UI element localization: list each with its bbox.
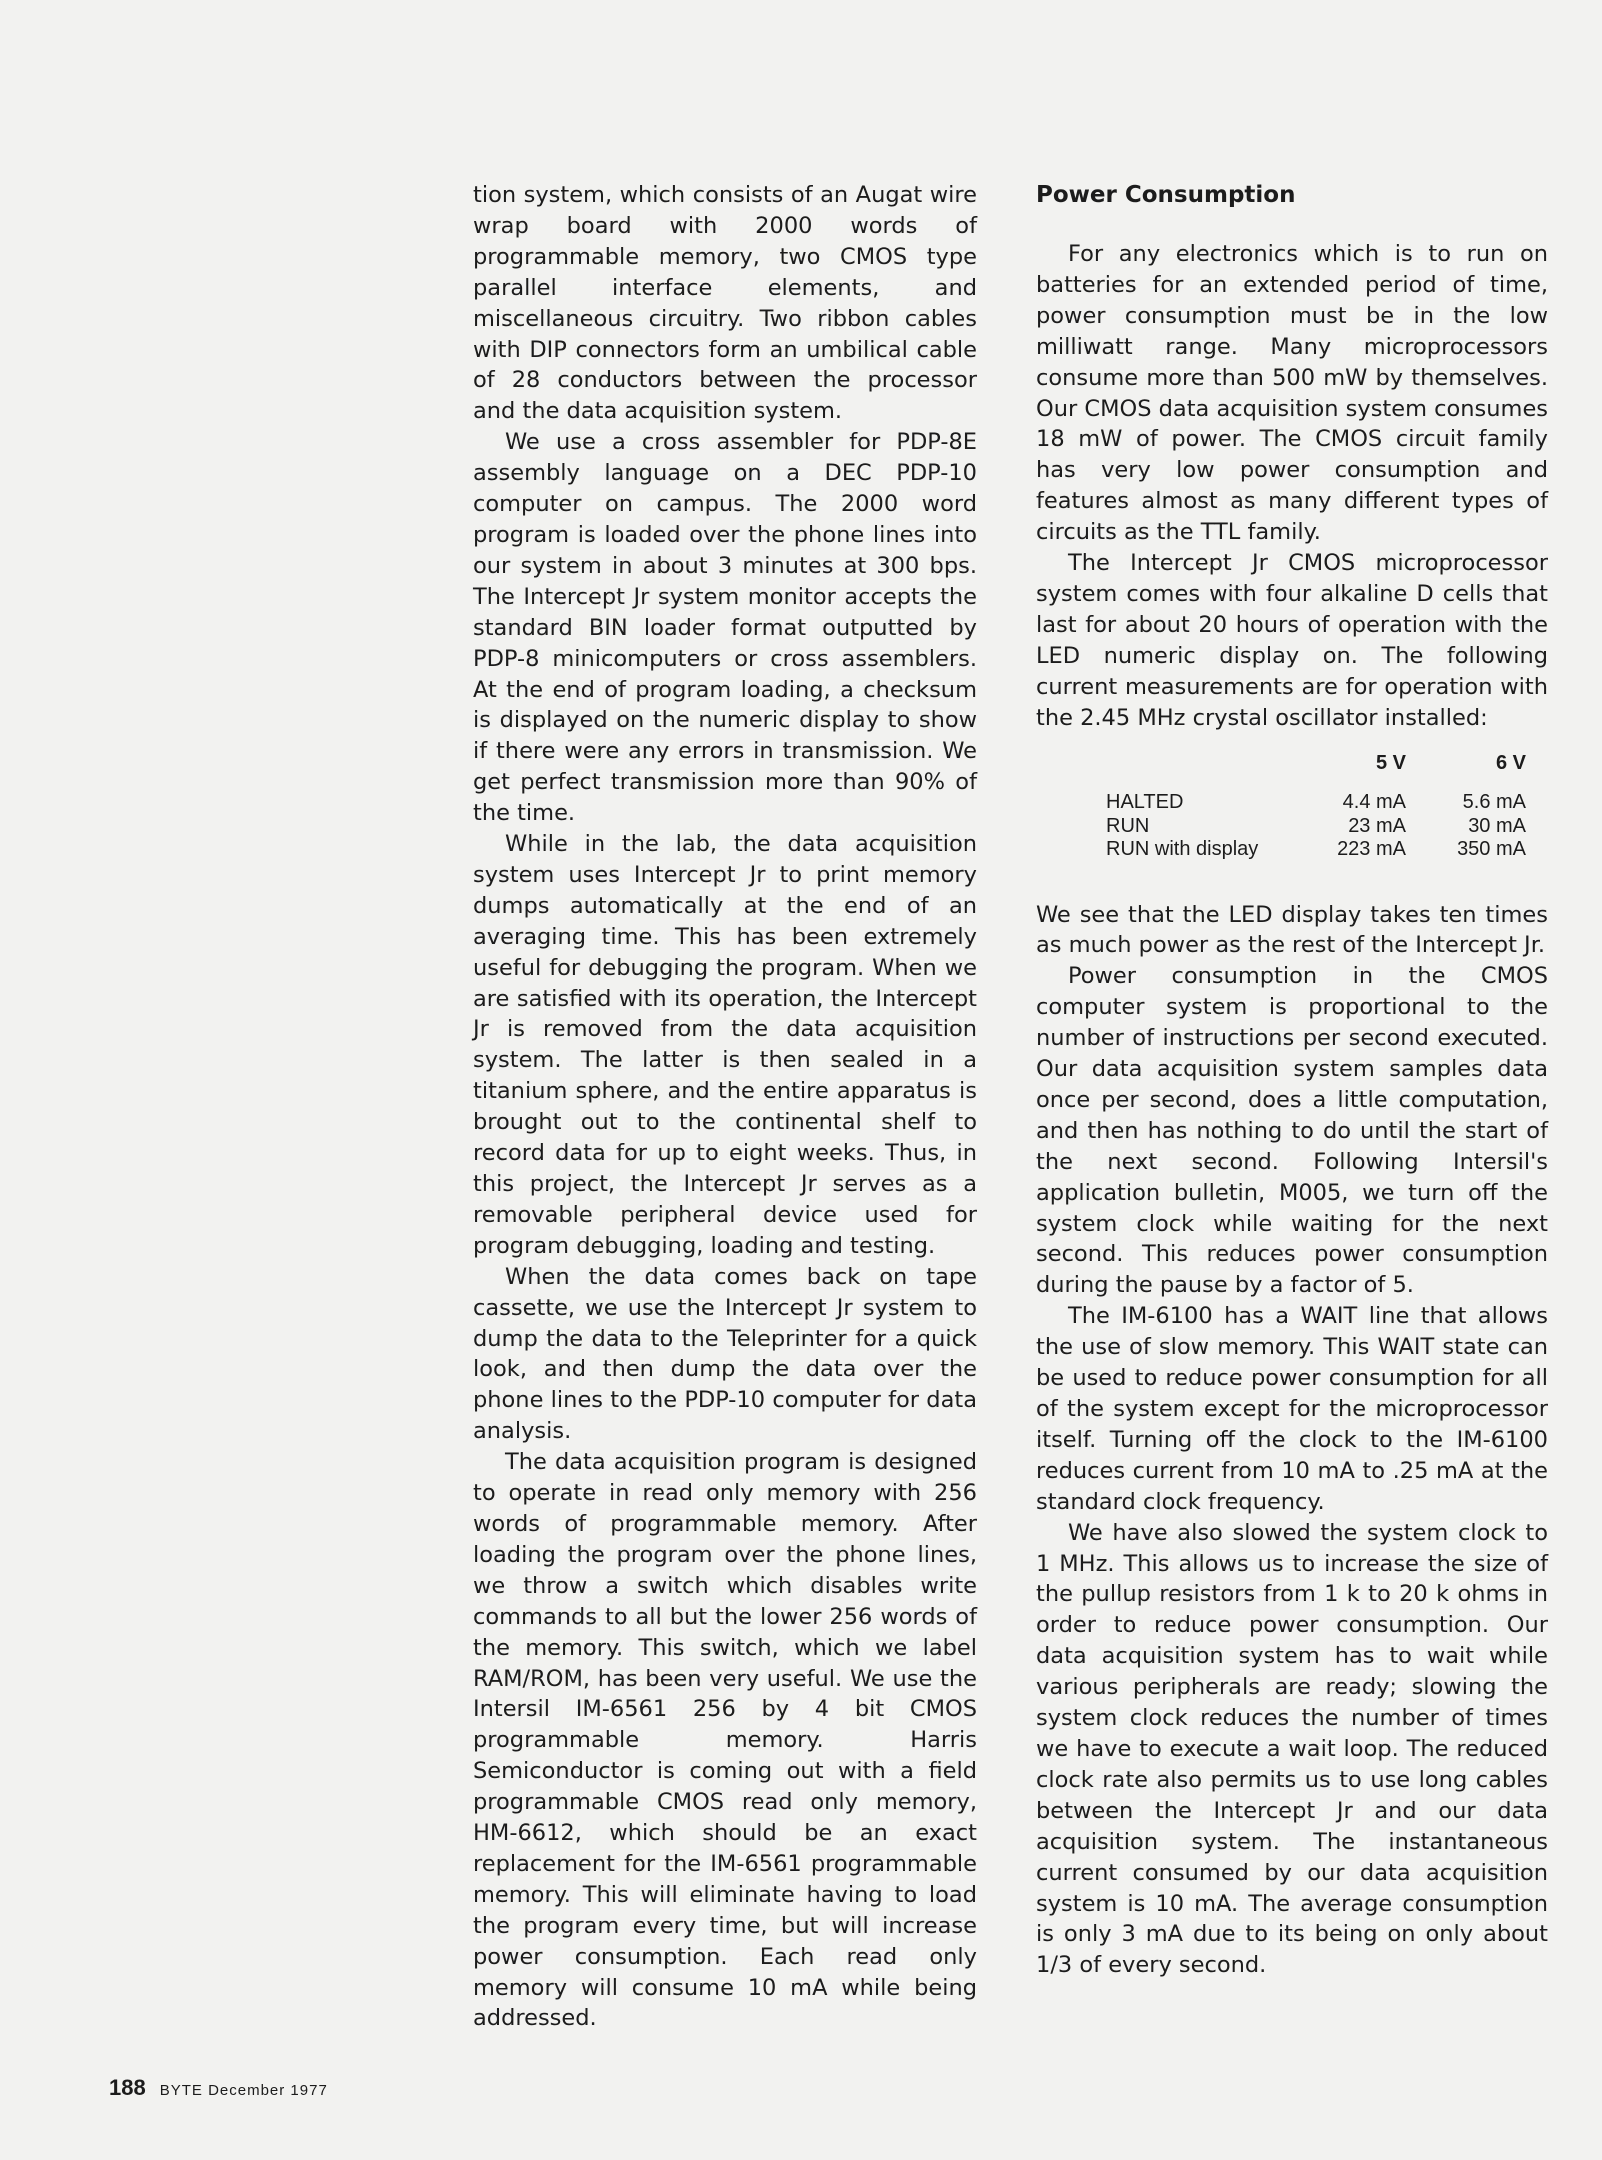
paragraph: We have also slowed the system clock to 1 MHz. This allows us to increase the size of the pullup resistors from 1 k to 20 k ohms in order to reduce power consumption. Our data acquisition system has to wait while various peripherals are ready; slowing the system clock reduces the number of times we have to execute a wait loop. The reduced clock rate also permits us to use long cables between the Intercept Jr and our data acquisition system. The instantaneous current consumed by our data acquisition system is 10 mA. The average consumption is only 3 mA due to its being on only about 1/3 of every second.	[1036, 1519, 1548, 1979]
section-heading: Power Consumption	[1036, 182, 1296, 208]
issue-line: BYTE December 1977	[159, 2082, 328, 2099]
value-6v: 30 mA	[1468, 814, 1526, 837]
table-header-6v: 6 V	[1495, 751, 1526, 774]
table-row	[1036, 815, 1548, 839]
paragraph: Power consumption in the CMOS computer system is proportional to the number of instructions per second executed. Our data acquisition system samples data once per second, does a little computation, and then has nothing to do until the start of the next second. Following Intersil's application bulletin, M005, we turn off the system clock while waiting for the next second. This reduces power consumption during the pause by a factor of 5.	[1036, 963, 1548, 1299]
table-header-empty	[1036, 752, 1306, 776]
page-number: 188	[109, 2075, 146, 2100]
page-footer	[109, 2075, 328, 2101]
paragraph: When the data comes back on tape cassette, we use the Intercept Jr system to dump the data to the Teleprinter for a quick look, and then dump the data over the phone lines to the PDP-10 computer for data analysis.	[473, 1263, 977, 1445]
paragraph: We see that the LED display takes ten times as much power as the rest of the Intercept Jr.	[1036, 901, 1548, 959]
paragraph: tion system, which consists of an Augat wire wrap board with 2000 words of programmable memory, two CMOS type parallel interface elements, and miscellaneous circuitry. Two ribbon cables with DIP connectors form an umbilical cable of 28 conductors between the processor and the data acquisition system.	[473, 182, 977, 425]
right-column	[1036, 180, 1548, 1981]
current-measurements-table	[1036, 752, 1548, 862]
paragraph: The IM-6100 has a WAIT line that allows the use of slow memory. This WAIT state can be used to reduce power consumption for all of the system except for the microprocessor itself. Turning off the clock to the IM-6100 reduces current from 10 mA to .25 mA at the standard clock frequency.	[1036, 1303, 1548, 1515]
paragraph: While in the lab, the data acquisition system uses Intercept Jr to print memory dumps automatically at the end of an averaging time. This has been extremely useful for debugging the program. When we are satisfied with its operation, the Intercept Jr is removed from the data acquisition system. The latter is then sealed in a titanium sphere, and the entire apparatus is brought out to the continental shelf to record data for up to eight weeks. Thus, in this project, the Intercept Jr serves as a removable peripheral device used for program debugging, loading and testing.	[473, 831, 977, 1259]
row-label: RUN	[1106, 814, 1150, 837]
value-5v: 23 mA	[1348, 814, 1406, 837]
value-6v: 5.6 mA	[1462, 791, 1526, 813]
table-header-5v: 5 V	[1375, 751, 1406, 774]
value-5v: 4.4 mA	[1342, 791, 1406, 813]
paragraph: We use a cross assembler for PDP-8E assembly language on a DEC PDP-10 computer on campus. The 2000 word program is loaded over the phone lines into our system in about 3 minutes at 300 bps. The Intercept Jr system monitor accepts the standard BIN loader format outputted by PDP-8 minicomputers or cross assemblers. At the end of program loading, a checksum is displayed on the numeric display to show if there were any errors in transmission. We get perfect transmission more than 90% of the time.	[473, 429, 977, 827]
value-6v: 350 mA	[1457, 838, 1526, 860]
row-label: HALTED	[1106, 791, 1184, 813]
paragraph: For any electronics which is to run on batteries for an extended period of time, power consumption must be in the low milliwatt range. Many microprocessors consume more than 500 mW by themselves. Our CMOS data acquisition system consumes 18 mW of power. The CMOS circuit family has very low power consumption and features almost as many different types of circuits as the TTL family.	[1036, 241, 1549, 546]
value-5v: 223 mA	[1337, 838, 1406, 860]
paragraph: The data acquisition program is designed to operate in read only memory with 256 words of programmable memory. After loading the program over the phone lines, we throw a switch which disables write commands to all but the lower 256 words of the memory. This switch, which we label RAM/ROM, has been very useful. We use the Intersil IM-6561 256 by 4 bit CMOS programmable memory. Harris Semiconductor is coming out with a field programmable CMOS read only memory, HM-6612, which should be an exact replacement for the IM-6561 programmable memory. This will eliminate having to load the program every time, but will increase power consumption. Each read only memory will consume 10 mA while being addressed.	[473, 1449, 977, 2032]
table-row	[1036, 838, 1548, 862]
paragraph: The Intercept Jr CMOS microprocessor system comes with four alkaline D cells that last for about 20 hours of operation with the LED numeric display on. The following current measurements are for operation with the 2.45 MHz crystal oscillator installed:	[1036, 550, 1548, 731]
table-row	[1036, 791, 1548, 815]
table-header-row	[1036, 752, 1548, 776]
left-column	[473, 180, 977, 2034]
row-label: RUN with display	[1106, 838, 1259, 860]
